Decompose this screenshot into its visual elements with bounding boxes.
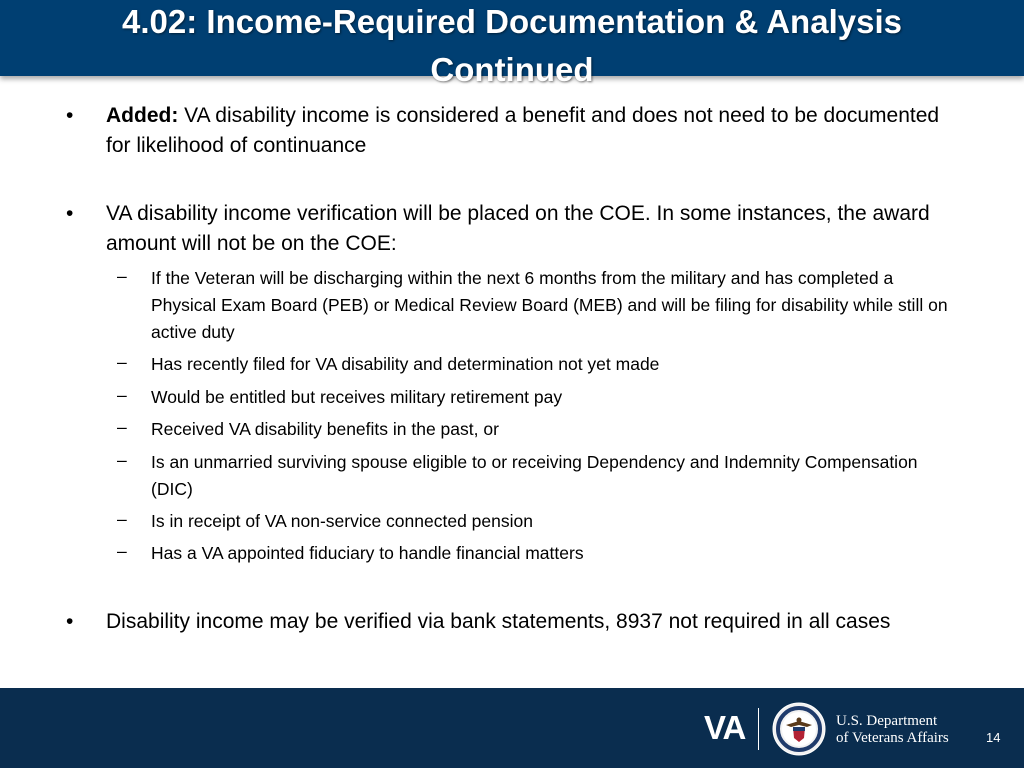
bullet-item: [66, 607, 966, 637]
sub-bullet-item: [117, 265, 951, 346]
logo-divider: [758, 708, 759, 750]
sub-bullet-text: If the Veteran will be discharging within the next 6 months from the military and has completed a Physical Exam Board (PEB) or Medical Review Board (MEB) and will be filing for disability while still on active duty: [151, 268, 948, 342]
bullet-marker: •: [66, 202, 74, 225]
sub-bullet-text: Received VA disability benefits in the past, or: [151, 419, 499, 439]
sub-bullet-item: [117, 351, 951, 378]
slide-title: 4.02: Income-Required Documentation & Analysis Continued: [122, 3, 902, 88]
dash-marker: –: [117, 385, 127, 405]
sub-bullet-item: [117, 508, 951, 535]
bullet-item: [66, 199, 966, 259]
sub-bullet-text: Is an unmarried surviving spouse eligible to or receiving Dependency and Indemnity Compensation (DIC): [151, 452, 918, 499]
dash-marker: –: [117, 541, 127, 561]
bullet-text: VA disability income is considered a benefit and does not need to be documented for likelihood of continuance: [106, 104, 940, 157]
dash-marker: –: [117, 417, 127, 437]
sub-bullet-text: Has recently filed for VA disability and determination not yet made: [151, 354, 660, 374]
sub-bullet-item: [117, 540, 951, 567]
sub-bullet-item: [117, 384, 951, 411]
dash-marker: –: [117, 509, 127, 529]
department-line-1: U.S. Department: [836, 713, 938, 729]
dash-marker: –: [117, 352, 127, 372]
sub-bullet-item: [117, 449, 951, 503]
sub-bullet-text: Is in receipt of VA non-service connected pension: [151, 511, 533, 531]
bullet-marker: •: [66, 610, 74, 633]
va-seal-icon: [772, 702, 826, 756]
sub-bullet-text: Would be entitled but receives military retirement pay: [151, 387, 563, 407]
department-line-2: of Veterans Affairs: [836, 730, 949, 746]
dash-marker: –: [117, 266, 127, 286]
footer-bar: [0, 688, 1024, 768]
dash-marker: –: [117, 450, 127, 470]
bullet-text: VA disability income verification will be placed on the COE. In some instances, the award amount will not be on the COE:: [106, 202, 930, 255]
va-logo: VA: [704, 709, 746, 746]
sub-bullet-text: Has a VA appointed fiduciary to handle financial matters: [151, 543, 584, 563]
bullet-item: [66, 101, 966, 161]
bullet-lead: Added:: [106, 104, 179, 127]
sub-bullet-item: [117, 416, 951, 443]
page-number: 14: [986, 730, 1001, 745]
department-name: [836, 713, 949, 747]
bullet-marker: •: [66, 104, 74, 127]
bullet-text: Disability income may be verified via bank statements, 8937 not required in all cases: [106, 610, 891, 633]
